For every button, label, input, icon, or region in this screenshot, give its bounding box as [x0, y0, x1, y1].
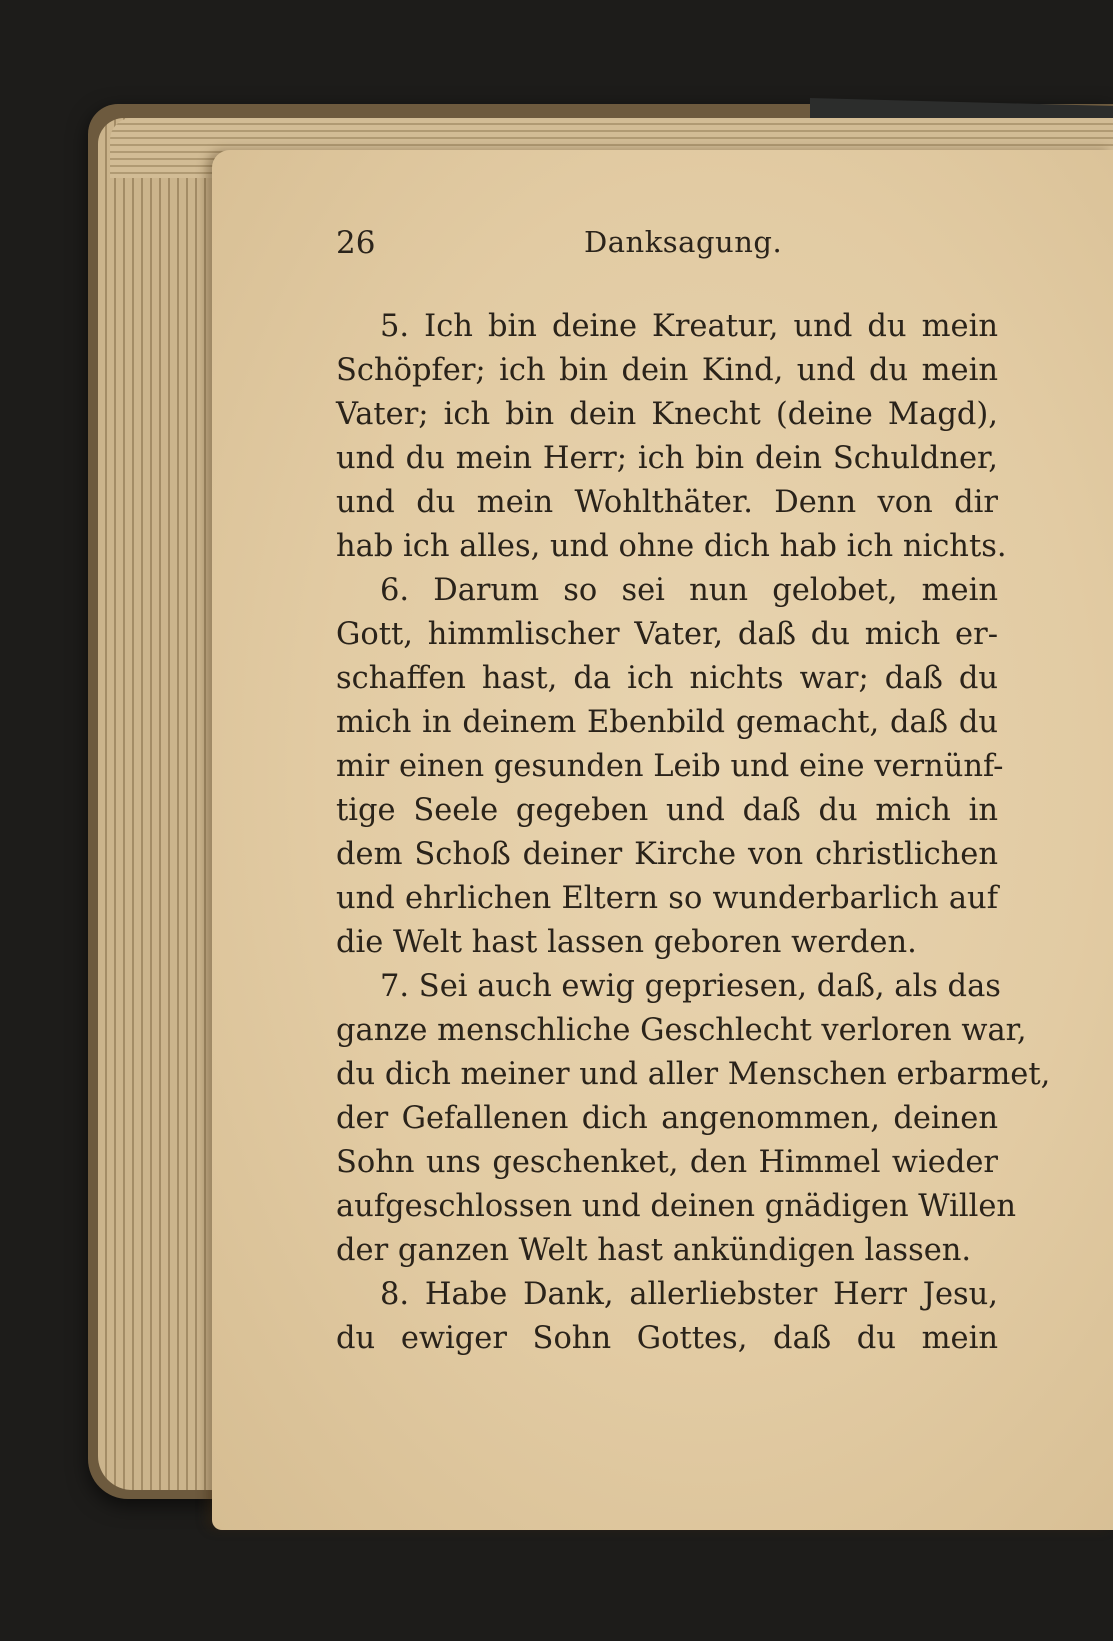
text-line: hab ich alles, und ohne dich hab ich nichts.	[336, 529, 1007, 564]
text-line: 7. Sei auch ewig gepriesen, daß, als das	[380, 969, 1001, 1004]
text-line: Schöpfer; ich bin dein Kind, und du mein	[336, 353, 998, 388]
prayer-text	[336, 305, 1051, 1361]
text-line: 8. Habe Dank, allerliebster Herr Jesu,	[380, 1277, 998, 1312]
text-line: Gott, himmlischer Vater, daß du mich er-	[336, 617, 998, 652]
text-line: der Gefallenen dich angenommen, deinen	[336, 1101, 998, 1136]
text-line: schaffen hast, da ich nichts war; daß du	[336, 661, 998, 696]
page-header	[0, 225, 1113, 275]
text-line: Vater; ich bin dein Knecht (deine Magd),	[336, 397, 998, 432]
text-line: dem Schoß deiner Kirche von christlichen	[336, 837, 998, 872]
running-title: Danksagung.	[584, 225, 783, 259]
page-number: 26	[336, 225, 376, 261]
text-line: aufgeschlossen und deinen gnädigen Willen	[336, 1189, 1017, 1224]
text-line: 6. Darum so sei nun gelobet, mein	[380, 573, 998, 608]
text-line: und ehrlichen Eltern so wunderbarlich auf	[336, 881, 998, 916]
text-line: mir einen gesunden Leib und eine vernünf-	[336, 749, 1004, 784]
text-line: du ewiger Sohn Gottes, daß du mein	[336, 1321, 998, 1356]
text-line: und du mein Herr; ich bin dein Schuldner,	[336, 441, 998, 476]
text-line: tige Seele gegeben und daß du mich in	[336, 793, 998, 828]
text-line: ganze menschliche Geschlecht verloren war,	[336, 1013, 1027, 1048]
text-line: die Welt hast lassen geboren werden.	[336, 925, 917, 960]
text-line: 5. Ich bin deine Kreatur, und du mein	[380, 309, 998, 344]
text-line: der ganzen Welt hast ankündigen lassen.	[336, 1233, 972, 1268]
text-line: du dich meiner und aller Menschen erbarmet,	[336, 1057, 1051, 1092]
text-line: Sohn uns geschenket, den Himmel wieder	[336, 1145, 998, 1180]
text-line: und du mein Wohlthäter. Denn von dir	[336, 485, 998, 520]
text-line: mich in deinem Ebenbild gemacht, daß du	[336, 705, 998, 740]
